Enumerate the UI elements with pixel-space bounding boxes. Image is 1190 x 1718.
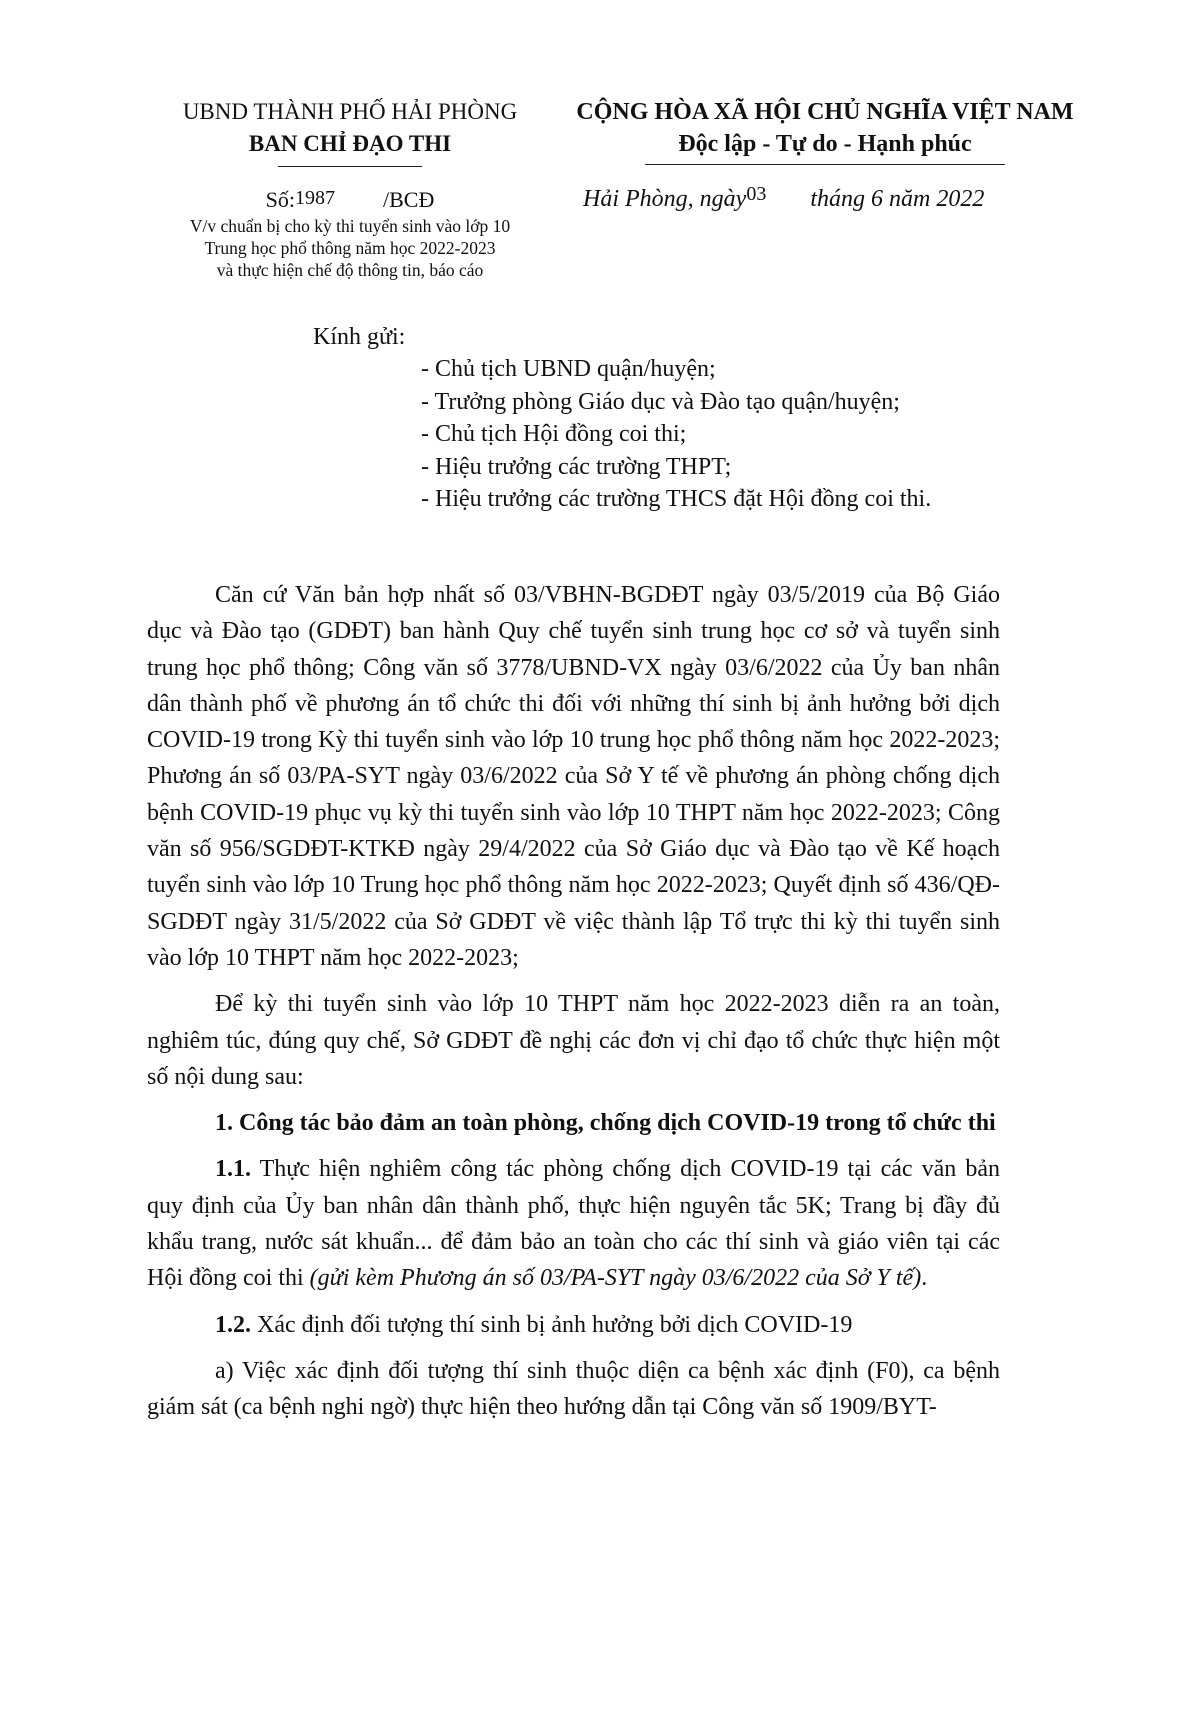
- document-number-block: [140, 186, 560, 281]
- section-1-heading: 1. Công tác bảo đảm an toàn phòng, chống dịch COVID-19 trong tổ chức thi: [215, 1110, 996, 1137]
- date-day: 03: [746, 183, 767, 205]
- document-body: [147, 577, 1000, 1426]
- document-number: [140, 186, 560, 215]
- date-month-year: tháng 6 năm 2022: [810, 186, 985, 212]
- organization-name: UBND THÀNH PHỐ HẢI PHÒNG: [182, 99, 518, 124]
- recipients-list: [421, 353, 931, 516]
- recipients-greeting: Kính gửi:: [313, 324, 406, 350]
- national-motto: Độc lập - Tự do - Hạnh phúc: [678, 131, 972, 157]
- section-1-2-text: Xác định đối tượng thí sinh bị ảnh hưởng bởi dịch COVID-19: [251, 1311, 853, 1338]
- purpose-paragraph: Để kỳ thi tuyển sinh vào lớp 10 THPT năm học 2022-2023 diễn ra an toàn, nghiêm túc, đúng quy chế, Sở GDĐT đề nghị các đơn vị chỉ đạo tổ chức thực hiện một số nội dung sau:: [147, 991, 1000, 1090]
- section-1-1-note: (gửi kèm Phương án số 03/PA-SYT ngày 03/6/2022 của Sở Y tế): [309, 1265, 922, 1292]
- recipient-item: - Hiệu trưởng các trường THCS đặt Hội đồng coi thi.: [421, 486, 932, 512]
- section-1-1-text: Thực hiện nghiêm công tác phòng chống dịch COVID-19 tại các văn bản quy định của Ủy ban nhân dân thành phố, thực hiện nguyên tắc 5K; Trang bị đầy đủ khẩu trang, nước sát khuẩn... để đảm bảo an toàn cho các thí sinh và giáo viên tại các Hội đồng coi thi: [147, 1156, 1000, 1292]
- date-line: [583, 184, 984, 215]
- nation-title: CỘNG HÒA XÃ HỘI CHỦ NGHĨA VIỆT NAM: [576, 99, 1074, 125]
- section-1-2-label: 1.2.: [215, 1311, 251, 1338]
- recipient-item: - Trưởng phòng Giáo dục và Đào tạo quận/huyện;: [421, 388, 900, 415]
- document-number-suffix: /BCĐ: [383, 187, 435, 212]
- authority-underline: [278, 166, 422, 167]
- date-place: Hải Phòng, ngày: [583, 186, 747, 212]
- section-1-1-label: 1.1.: [215, 1156, 251, 1183]
- section-1-1-end: .: [921, 1265, 928, 1292]
- recipient-item: - Hiệu trưởng các trường THPT;: [421, 453, 732, 480]
- recipient-item: - Chủ tịch UBND quận/huyện;: [421, 356, 716, 382]
- legal-basis-paragraph: Căn cứ Văn bản hợp nhất số 03/VBHN-BGDĐT ngày 03/5/2019 của Bộ Giáo dục và Đào tạo (GDĐT) ban hành Quy chế tuyển sinh trung học cơ sở và tuyển sinh trung học phổ thông; Công văn số 3778/UBND-VX ngày 03/6/2022 của Ủy ban nhân dân thành phố về phương án tổ chức thi đối với những thí sinh bị ảnh hưởng bởi dịch COVID-19 trong Kỳ thi tuyển sinh vào lớp 10 trung học phổ thông năm học 2022-2023; Phương án số 03/PA-SYT ngày 03/6/2022 của Sở Y tế về phương án phòng chống dịch bệnh COVID-19 phục vụ kỳ thi tuyển sinh vào lớp 10 THPT năm học 2022-2023; Công văn số 956/SGDĐT-KTKĐ ngày 29/4/2022 của Sở Giáo dục và Đào tạo về Kế hoạch tuyển sinh vào lớp 10 Trung học phổ thông năm học 2022-2023; Quyết định số 436/QĐ-SGDĐT ngày 31/5/2022 của Sở GDĐT về việc thành lập Tổ trực thi kỳ thi tuyển sinh vào lớp 10 THPT năm học 2022-2023;: [147, 582, 1000, 971]
- subject-line: và thực hiện chế độ thông tin, báo cáo: [216, 260, 484, 280]
- subject-line: Trung học phổ thông năm học 2022-2023: [204, 238, 496, 258]
- section-1-1-paragraph: [147, 1151, 1000, 1296]
- motto-underline: [645, 164, 1005, 165]
- document-number-prefix: Số:: [265, 187, 295, 212]
- national-title-block: [560, 96, 1090, 165]
- document-number-value: 1987: [295, 187, 335, 209]
- issuing-authority-block: [140, 96, 560, 167]
- section-1-2-paragraph: [147, 1307, 1000, 1343]
- department-name: BAN CHỈ ĐẠO THI: [248, 131, 452, 156]
- section-1-2-a-paragraph: a) Việc xác định đối tượng thí sinh thuộc diện ca bệnh xác định (F0), ca bệnh giám sát (ca bệnh nghi ngờ) thực hiện theo hướng dẫn tại Công văn số 1909/BYT-: [147, 1357, 1000, 1421]
- subject-line: V/v chuẩn bị cho kỳ thi tuyển sinh vào lớp 10: [189, 216, 511, 236]
- recipient-item: - Chủ tịch Hội đồng coi thi;: [421, 421, 687, 447]
